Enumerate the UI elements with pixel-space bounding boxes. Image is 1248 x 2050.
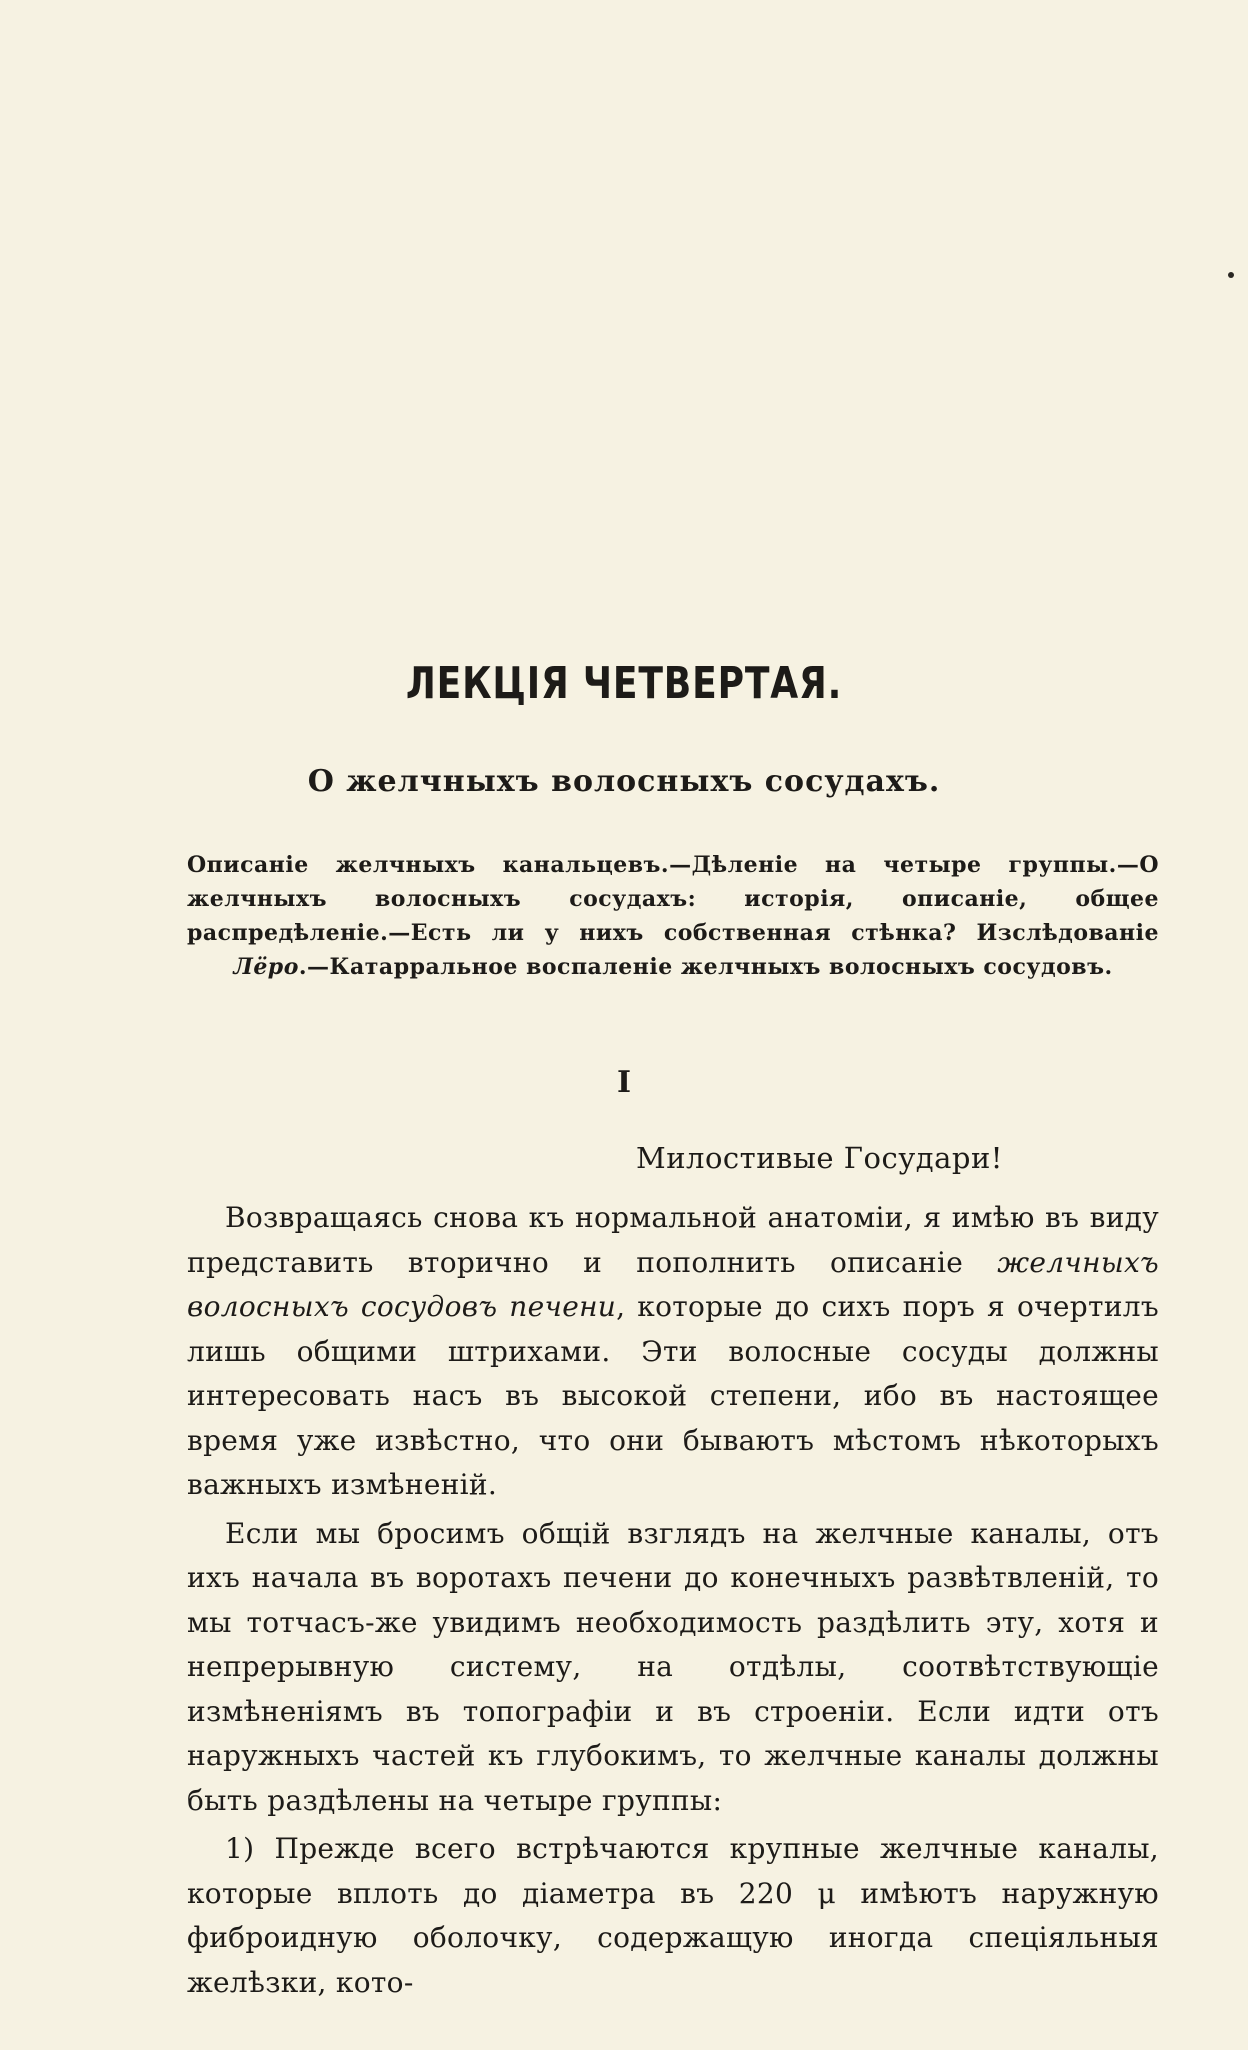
paragraph-3: 1) Прежде всего встрѣчаются крупные желчные каналы, которые вплоть до діаметра въ 220 μ имѣютъ наружную фиброидную оболочку, содержащую иногда спеціяльныя желѣзки, кото- bbox=[187, 1832, 1159, 1999]
lecture-summary bbox=[187, 848, 1159, 984]
paragraph-2: Если мы бросимъ общій взглядъ на желчные каналы, отъ ихъ начала въ воротахъ печени до конечныхъ развѣтвленій, то мы тотчасъ-же увидимъ необходимость раздѣлить эту, хотя и непрерывную систему, на отдѣлы, соотвѣтствующіе измѣненіямъ въ топографіи и въ строеніи. Если идти отъ наружныхъ частей къ глубокимъ, то желчные каналы должны быть раздѣлены на четыре группы: bbox=[187, 1516, 1159, 1817]
section-number: I bbox=[616, 1065, 632, 1100]
summary-author: Лёро bbox=[233, 954, 299, 980]
ink-speck bbox=[1228, 272, 1234, 278]
lecture-subtitle: О желчныхъ волосныхъ сосудахъ. bbox=[307, 764, 941, 799]
salutation: Милостивые Государи! bbox=[636, 1141, 1003, 1175]
paragraph-1-emphasis: желчныхъ волосныхъ сосудовъ печени bbox=[187, 1245, 1159, 1323]
summary-text-2: .—Катарральное воспаленіе желчныхъ волосныхъ сосудовъ. bbox=[298, 954, 1113, 980]
paragraph-1 bbox=[187, 1196, 1159, 1508]
paragraph-1-text-a: Возвращаясь снова къ нормальной анатоміи, я имѣю въ виду представить вторично и пополнить описаніе bbox=[187, 1201, 1159, 1279]
paragraph-1-text-b: , которые до сихъ поръ я очертилъ лишь общими штрихами. Эти волосные сосуды должны интересовать насъ въ высокой степени, ибо въ настоящее время уже извѣстно, что они бываютъ мѣстомъ нѣкоторыхъ важныхъ измѣненій. bbox=[187, 1290, 1159, 1501]
summary-text-1: Описаніе желчныхъ канальцевъ.—Дѣленіе на четыре группы.—О желчныхъ волосныхъ сосудахъ: исторія, описаніе, общее распредѣленіе.—Есть ли у нихъ собственная стѣнка? Изслѣдованіе bbox=[187, 852, 1159, 946]
body-text bbox=[187, 1196, 1159, 2005]
lecture-title: ЛЕКЦІЯ ЧЕТВЕРТАЯ. bbox=[405, 658, 843, 709]
